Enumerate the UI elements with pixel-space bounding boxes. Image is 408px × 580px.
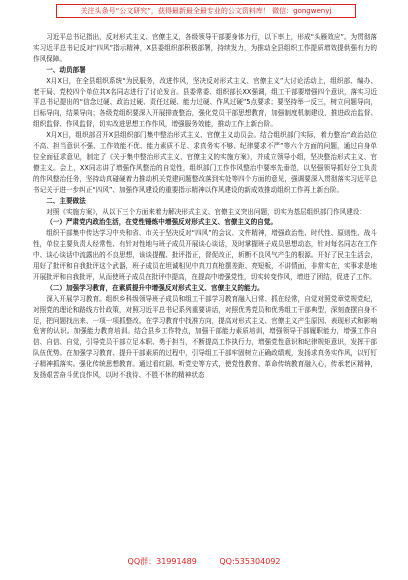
- footer-contact: [0, 556, 408, 568]
- subheading-learning-education: （二）加强学习教育，在素质提升中增强反对形式主义、官僚主义的能力。: [46, 283, 264, 292]
- paragraph-practices-intro: 对照《实施方案》，从以下三个方面来着力解决形式主义、官僚主义突出问题，切实为基层组织部门作风建设：: [46, 207, 366, 216]
- paragraph-learning-education: 深入开展学习教育。组织乡科级领导班子成员和组工干部学习教育融入日常、抓在经常，自觉对照党章党规党纪，对照党的理论和路线方针政策，对照习近平总书记系列重要讲话，对照优秀党员和优秀组工干部典型，深刻查摆自身不足，把问题找出来、一项一项抓整改。在学习教育中找准方向，提高对形式主义、官僚主义产生原因、表现形式和影响危害的认识。加强能力教育培训。结合县乡工作特点，加强干部能力素质培训，增强领导干部履职能力，增强工作自信、自信、自觉，引导党员干部立足本职、勇于担当，不断提高工作执行力，增强党性意识和纪律规矩意识，发挥干部队伍优势。在加强学习教育、提升干部素质的过程中，引导组工干部牢固树立正确政绩观，发扬求真务实作风，以钉钉子精神抓落实。强化传统思想教育。通过看红剧、听党史等方式，使党性教育、革命传统教育融入心，传承老区精神，发扬艰苦奋斗优良作风，以时不我待、不胜不休的精神状态: [33, 294, 377, 380]
- paragraph-mobilization-1: X月X日，在全县组织系统“为民服务，改进作风，坚决反对形式主义、官僚主义”大讨论活动上，组织部、编办、老干局、党校四个单位共X名同志进行了讨论发言。县委常委、组织部长XX强调，组工干部要增强四个意识，落实习近平总书记提出的“信念过硬、政治过硬、责任过硬、能力过硬、作风过硬”5点要求；要坚持举一反三，树立问题导向，目标导向，结果导向；各级党组织要深入开展排查整治，强化党员干部思想教育，加强制度机制建设，推进政治监督、组织监督、作风监督，切实改进思想工作作风，增强服务效能，推动工作上新台阶。: [33, 76, 377, 129]
- section-heading-practices: 二、主要做法: [46, 196, 86, 205]
- paragraph-intro: 习近平总书记指出，反对形式主义、官僚主义，各级领导干部要身体力行，以下率上，形成“头雁效应”。为贯彻落实习近平总书记反对“四风”指示精神，X县委组织部积极部署，持续发力，为推动全县组织工作提质增效提供强有力的作风保障。: [33, 33, 377, 63]
- promo-banner: 关注头条号“公文研究”，获得最新最全最专业的公文资料库！ 微信：gongwenyj: [56, 4, 356, 18]
- footer-qq: QQ:535304092: [219, 557, 281, 566]
- document-body: [33, 32, 377, 381]
- paragraph-political-life: 组织干部集中传达学习中央和省、市关于坚决反对“四风”的会议、文件精神，增强政治性、时代性、原则性、战斗性，单位主要负责人经常性、有针对性地与班子成员开展谈心谈话，及时掌握班子成员思想动态，针对每名同志在工作中、谈心谈话中流露出的不良思想，该谈提醒、批评指正，督促改正，斩断不良风气产生的根源。开好了民主生活会，用好了批评和自我批评这个武器，班子成员在坦诚相见中真刀真枪摆差距、亮短板，不讲情面，非常实在，实事求是地开展批评和自我批评，从而使班子成员在批评中提高，在提高中增强党性，切实转变作风，增进了团结，促进了工作。: [33, 229, 377, 281]
- section-heading-mobilization: 一、动员部署: [46, 65, 86, 74]
- subheading-political-life: （一）严肃党内政治生活，在党性锤炼中增强反对形式主义、官僚主义的自觉。: [46, 218, 277, 227]
- paragraph-mobilization-2: X月X日，组织部召开X县组织部门集中整治形式主义、官僚主义动员会。结合组织部门实际，着力整治“政治站位不高、担当意识不强、工作效能不优、能力素质不足、求真务实不够、纪律要求不严”等六个方面的问题，通过自身单位全面征求意见，制定了《关于集中整治形式主义、官僚主义的实施方案》，并成立领导小组，坚决整治形式主义、官僚主义。会上，XX同志讲了增强作风整治的自觉性，组织部门工作作风整治中要率先垂范，以坚强领导抓好分工负责的作风整治任务，坚持动真碰硬着力推动机关党建问题整改落到实处等四个方面的意见，强调要深入贯彻落实习近平总书记关于进一步纠正“四风”、加强作风建设的重要指示精神以作风建设的新成效推动组织工作再上新台阶。: [33, 131, 377, 194]
- footer-qq-group: QQ群：31991489: [127, 557, 197, 566]
